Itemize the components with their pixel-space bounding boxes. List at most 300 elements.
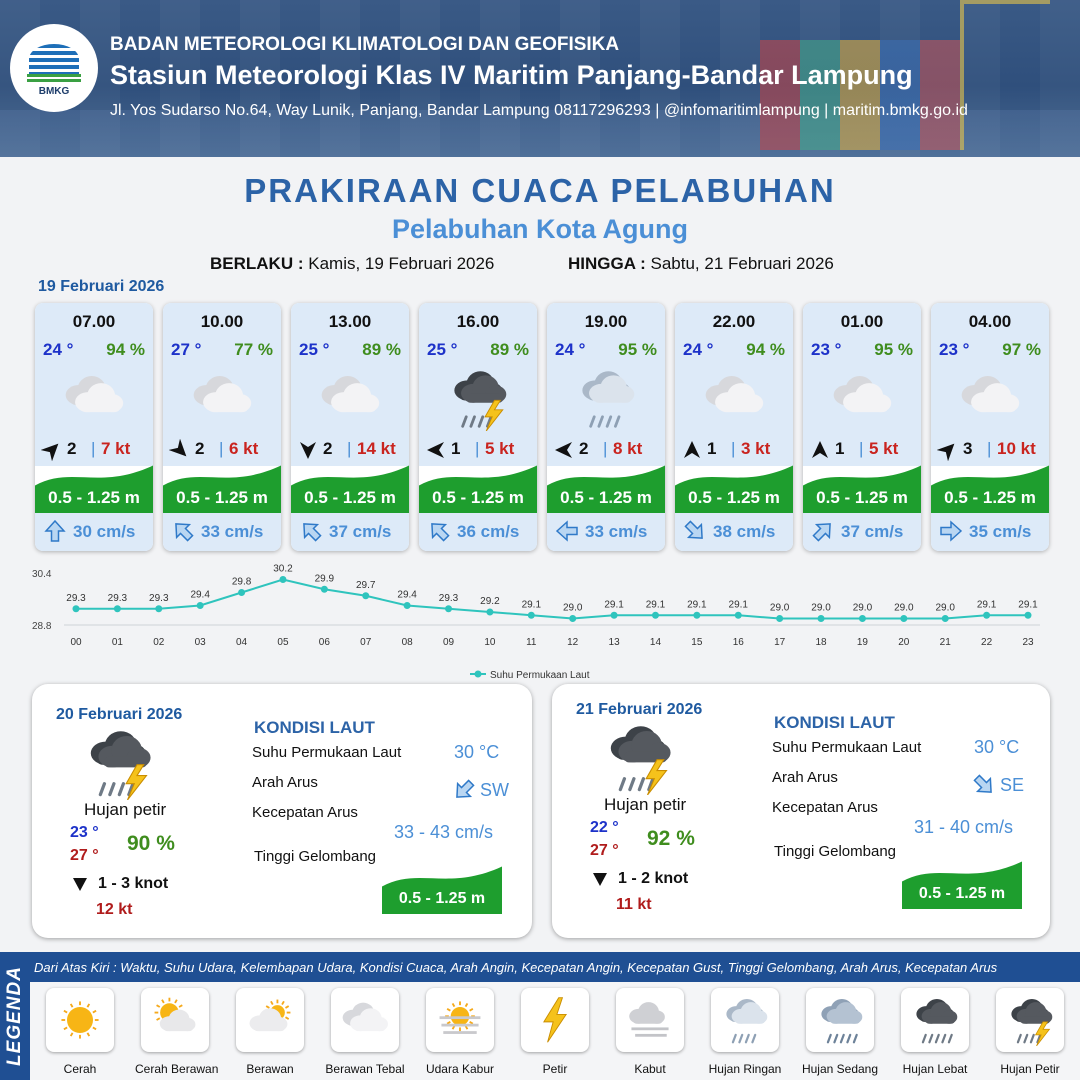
day-date: 20 Februari 2026 bbox=[56, 706, 183, 723]
card-separator: | bbox=[219, 439, 224, 458]
valid-from-label: BERLAKU : bbox=[210, 254, 304, 273]
crane-illustration bbox=[960, 0, 1050, 150]
card-air-temp: 24 ° bbox=[555, 340, 586, 359]
legend-label: Berawan bbox=[246, 1062, 294, 1076]
legend-item bbox=[515, 988, 595, 1076]
card-air-temp: 23 ° bbox=[939, 340, 970, 359]
sst-point bbox=[942, 615, 949, 622]
x-tick-label: 11 bbox=[526, 637, 537, 648]
card-separator: | bbox=[987, 439, 992, 458]
chart-legend-label: Suhu Permukaan Laut bbox=[490, 670, 590, 681]
card-time: 19.00 bbox=[584, 312, 628, 331]
card-current-dir bbox=[683, 519, 707, 543]
card-time: 07.00 bbox=[72, 312, 116, 331]
current-dir-arrow bbox=[452, 778, 476, 807]
hujan-petir-icon bbox=[596, 719, 680, 795]
kondisi-laut-title: KONDISI LAUT bbox=[254, 718, 375, 737]
valid-from-value: Kamis, 19 Februari 2026 bbox=[308, 254, 495, 273]
legend-icon-box bbox=[806, 988, 874, 1052]
card-time: 22.00 bbox=[712, 312, 756, 331]
berawan-tebal-icon bbox=[337, 994, 393, 1046]
sst-point bbox=[735, 612, 742, 619]
card-gust: 8 kt bbox=[613, 439, 643, 458]
chart-legend-marker bbox=[475, 671, 482, 678]
card-humidity: 89 % bbox=[362, 340, 401, 359]
day-weather bbox=[596, 719, 680, 800]
card-current-dir bbox=[43, 519, 67, 543]
sst-data-label: 29.9 bbox=[314, 573, 335, 585]
legend-label: Berawan Tebal bbox=[325, 1062, 405, 1076]
current-direction-icon bbox=[683, 519, 707, 543]
card-current-dir bbox=[555, 519, 579, 543]
sst-point bbox=[155, 605, 162, 612]
hourly-card bbox=[291, 303, 409, 551]
legend-label: Hujan Petir bbox=[1000, 1062, 1060, 1076]
current-direction-icon bbox=[427, 519, 451, 543]
card-wave-height: 0.5 - 1.25 m bbox=[176, 488, 268, 507]
x-tick-label: 10 bbox=[484, 637, 496, 648]
current-dir-label: Arah Arus bbox=[252, 774, 318, 791]
card-wind-speed: 1 bbox=[835, 439, 845, 458]
y-tick-label: 30.4 bbox=[32, 569, 52, 580]
sst-data-label: 29.1 bbox=[645, 599, 666, 611]
legend-label: Udara Kabur bbox=[425, 1062, 495, 1076]
valid-to-label: HINGGA : bbox=[568, 254, 646, 273]
wave-label: Tinggi Gelombang bbox=[774, 843, 897, 860]
legend-label: Hujan Lebat bbox=[902, 1062, 968, 1076]
card-weather bbox=[59, 365, 129, 429]
kabut-icon bbox=[622, 994, 678, 1046]
page-title: PRAKIRAAN CUACA PELABUHAN bbox=[244, 172, 836, 209]
wind-direction-icon bbox=[681, 439, 703, 461]
card-wave-height: 0.5 - 1.25 m bbox=[560, 488, 652, 507]
current-direction-icon bbox=[171, 519, 195, 543]
card-humidity: 95 % bbox=[874, 340, 913, 359]
berawan-tebal-icon bbox=[827, 365, 897, 431]
hujan-petir-icon bbox=[443, 365, 513, 431]
x-tick-label: 06 bbox=[318, 637, 330, 648]
hujan-petir-icon bbox=[76, 724, 160, 800]
card-wind-dir bbox=[937, 439, 959, 461]
current-speed-value: 31 - 40 cm/s bbox=[914, 817, 1014, 837]
berawan-tebal-icon bbox=[315, 365, 385, 431]
card-weather bbox=[955, 365, 1025, 429]
bmkg-logo bbox=[10, 24, 98, 112]
cerah-berawan-icon bbox=[147, 994, 203, 1046]
card-air-temp: 24 ° bbox=[43, 340, 74, 359]
station-address: Jl. Yos Sudarso No.64, Way Lunik, Panjang, Bandar Lampung 08117296293 | @infomaritimlampung | maritim.bmkg.go.id bbox=[110, 102, 968, 119]
header-banner bbox=[0, 0, 1080, 157]
card-wind-dir bbox=[681, 439, 703, 461]
sst-data-label: 29.1 bbox=[1018, 599, 1038, 611]
card-humidity: 94 % bbox=[106, 340, 145, 359]
sst-data-label: 29.8 bbox=[231, 576, 252, 588]
sst-data-label: 29.3 bbox=[107, 592, 128, 604]
legend-item bbox=[135, 988, 219, 1076]
sst-data-label: 29.1 bbox=[976, 599, 997, 611]
sst-data-label: 29.1 bbox=[604, 599, 624, 611]
sst-point bbox=[818, 615, 825, 622]
sst-point bbox=[238, 589, 245, 596]
sst-point bbox=[197, 602, 204, 609]
sst-label: Suhu Permukaan Laut bbox=[772, 739, 922, 756]
card-current-speed: 37 cm/s bbox=[841, 522, 904, 541]
card-current-dir bbox=[811, 519, 835, 543]
card-separator: | bbox=[347, 439, 352, 458]
card-air-temp: 25 ° bbox=[299, 340, 330, 359]
card-wind-speed: 1 bbox=[707, 439, 717, 458]
current-direction-icon bbox=[299, 519, 323, 543]
x-tick-label: 00 bbox=[70, 637, 82, 648]
hujan-ringan-icon bbox=[717, 994, 773, 1046]
day-temp-min: 23 ° bbox=[70, 824, 99, 841]
card-humidity: 89 % bbox=[490, 340, 529, 359]
wind-direction-icon bbox=[553, 439, 575, 461]
card-weather bbox=[827, 365, 897, 429]
current-speed-label: Kecepatan Arus bbox=[252, 804, 358, 821]
x-tick-label: 23 bbox=[1022, 637, 1034, 648]
card-humidity: 77 % bbox=[234, 340, 273, 359]
card-current-speed: 33 cm/s bbox=[585, 522, 648, 541]
day-wave-height: 0.5 - 1.25 m bbox=[918, 885, 1006, 902]
legend-label: Hujan Sedang bbox=[801, 1062, 879, 1076]
card-time: 01.00 bbox=[840, 312, 884, 331]
sst-data-label: 29.0 bbox=[562, 602, 583, 614]
card-air-temp: 24 ° bbox=[683, 340, 714, 359]
x-tick-label: 21 bbox=[939, 637, 951, 648]
current-dir-label: Arah Arus bbox=[772, 769, 838, 786]
legend-icon-box bbox=[711, 988, 779, 1052]
kondisi-laut-title: KONDISI LAUT bbox=[774, 713, 895, 732]
sst-data-label: 29.4 bbox=[190, 589, 210, 601]
current-speed-label: Kecepatan Arus bbox=[772, 799, 878, 816]
wind-direction-icon bbox=[297, 439, 319, 461]
card-wave-height: 0.5 - 1.25 m bbox=[816, 488, 908, 507]
legend-item bbox=[420, 988, 500, 1076]
x-tick-label: 09 bbox=[442, 637, 455, 648]
hourly-card bbox=[163, 303, 281, 551]
current-direction-icon bbox=[43, 519, 67, 543]
sst-point bbox=[114, 605, 121, 612]
card-time: 16.00 bbox=[456, 312, 500, 331]
legend-icon-box bbox=[521, 988, 589, 1052]
card-current-speed: 33 cm/s bbox=[201, 522, 264, 541]
sst-data-label: 29.0 bbox=[894, 602, 914, 614]
legend-label: Hujan Ringan bbox=[708, 1062, 782, 1076]
day-wind-dir bbox=[72, 876, 88, 892]
card-current-dir bbox=[171, 519, 195, 543]
card-separator: | bbox=[91, 439, 96, 458]
udara-kabur-icon bbox=[432, 994, 488, 1046]
sst-data-label: 29.0 bbox=[935, 602, 955, 614]
x-tick-label: 13 bbox=[608, 637, 620, 648]
hourly-card bbox=[419, 303, 537, 551]
current-dir-arrow bbox=[972, 773, 996, 802]
wind-direction-icon bbox=[592, 871, 608, 887]
agency-name: BADAN METEOROLOGI KLIMATOLOGI DAN GEOFISIKA bbox=[110, 34, 620, 55]
legend-icon-box bbox=[141, 988, 209, 1052]
sst-point bbox=[445, 605, 452, 612]
sst-point bbox=[321, 586, 328, 593]
legend-item bbox=[325, 988, 405, 1076]
card-wind-dir bbox=[809, 439, 831, 461]
sst-chart-svg bbox=[30, 562, 1060, 682]
sst-data-label: 29.1 bbox=[521, 599, 542, 611]
legend-description: Dari Atas Kiri : Waktu, Suhu Udara, Kelembapan Udara, Kondisi Cuaca, Arah Angin, Kecepatan Angin, Kecepatan Gust, Tinggi Gelombang, Arah Arus, Kecepatan Arus bbox=[34, 960, 998, 975]
sst-line bbox=[76, 580, 1028, 619]
day-humidity: 90 % bbox=[127, 832, 175, 855]
sst-value: 30 °C bbox=[974, 737, 1020, 757]
legend-item bbox=[800, 988, 880, 1076]
legend-icon-box bbox=[46, 988, 114, 1052]
card-current-speed: 38 cm/s bbox=[713, 522, 776, 541]
sst-data-label: 29.1 bbox=[728, 599, 748, 611]
current-direction-icon bbox=[452, 778, 476, 802]
current-direction-icon bbox=[811, 519, 835, 543]
y-tick-label: 28.8 bbox=[32, 621, 52, 632]
station-name: Stasiun Meteorologi Klas IV Maritim Panjang-Bandar Lampung bbox=[110, 60, 913, 90]
sst-point bbox=[900, 615, 907, 622]
current-direction-icon bbox=[939, 519, 963, 543]
x-tick-label: 03 bbox=[194, 637, 206, 648]
card-wind-speed: 2 bbox=[579, 439, 589, 458]
legend-icon-box bbox=[901, 988, 969, 1052]
sst-point bbox=[279, 576, 286, 583]
x-tick-label: 17 bbox=[774, 637, 786, 648]
card-gust: 5 kt bbox=[485, 439, 515, 458]
card-air-temp: 27 ° bbox=[171, 340, 202, 359]
sst-chart bbox=[30, 562, 1060, 682]
x-tick-label: 04 bbox=[236, 637, 248, 648]
card-wave-height: 0.5 - 1.25 m bbox=[304, 488, 396, 507]
day-temp-min: 22 ° bbox=[590, 819, 619, 836]
valid-from bbox=[210, 254, 494, 274]
legend-label: Petir bbox=[542, 1062, 568, 1076]
card-air-temp: 25 ° bbox=[427, 340, 458, 359]
card-gust: 10 kt bbox=[997, 439, 1036, 458]
legend-icon-box bbox=[996, 988, 1064, 1052]
sst-point bbox=[652, 612, 659, 619]
sst-point bbox=[693, 612, 700, 619]
x-tick-label: 05 bbox=[277, 637, 289, 648]
card-weather bbox=[315, 365, 385, 429]
wave-label: Tinggi Gelombang bbox=[254, 848, 377, 865]
legend-item bbox=[610, 988, 690, 1076]
card-separator: | bbox=[475, 439, 480, 458]
container-stack-illustration bbox=[760, 40, 960, 150]
current-direction-icon bbox=[555, 519, 579, 543]
legend-title: LEGENDA bbox=[4, 966, 25, 1066]
card-separator: | bbox=[859, 439, 864, 458]
card-gust: 7 kt bbox=[101, 439, 131, 458]
day-gust: 11 kt bbox=[616, 896, 652, 913]
card-time: 10.00 bbox=[200, 312, 244, 331]
page-subtitle: Pelabuhan Kota Agung bbox=[392, 214, 688, 244]
sst-data-label: 29.2 bbox=[480, 596, 500, 607]
sst-data-label: 29.3 bbox=[149, 592, 169, 604]
card-wind-dir bbox=[169, 439, 191, 461]
sst-data-label: 29.7 bbox=[356, 579, 376, 591]
sst-data-label: 30.2 bbox=[273, 563, 293, 575]
x-tick-label: 12 bbox=[567, 637, 579, 648]
current-dir-value: SE bbox=[1000, 775, 1025, 795]
day-temp-max: 27 ° bbox=[590, 842, 619, 859]
sst-point bbox=[776, 615, 783, 622]
legend bbox=[0, 952, 1080, 1080]
current-dir-value: SW bbox=[480, 780, 509, 800]
legend-label: Cerah bbox=[63, 1062, 97, 1076]
berawan-icon bbox=[242, 994, 298, 1046]
sst-data-label: 29.0 bbox=[811, 602, 831, 614]
day-wind-speed: 1 - 2 knot bbox=[618, 870, 689, 887]
card-wind-speed: 2 bbox=[323, 439, 333, 458]
wind-direction-icon bbox=[169, 439, 191, 461]
sst-point bbox=[73, 605, 80, 612]
card-weather bbox=[187, 365, 257, 429]
legend-item bbox=[40, 988, 120, 1076]
card-current-speed: 30 cm/s bbox=[73, 522, 136, 541]
sst-data-label: 29.4 bbox=[397, 589, 417, 601]
logo-text: BMKG bbox=[38, 85, 70, 97]
legend-item bbox=[990, 988, 1070, 1076]
card-wave-height: 0.5 - 1.25 m bbox=[48, 488, 140, 507]
sst-point bbox=[404, 602, 411, 609]
x-tick-label: 19 bbox=[856, 637, 868, 648]
x-tick-label: 14 bbox=[649, 637, 662, 648]
card-wind-speed: 1 bbox=[451, 439, 461, 458]
x-tick-label: 08 bbox=[401, 637, 413, 648]
sst-point bbox=[859, 615, 866, 622]
card-time: 13.00 bbox=[328, 312, 372, 331]
card-wind-dir bbox=[297, 439, 319, 461]
day-weather bbox=[76, 724, 160, 805]
day-date: 21 Februari 2026 bbox=[576, 701, 703, 718]
legend-item bbox=[230, 988, 310, 1076]
card-current-dir bbox=[299, 519, 323, 543]
card-separator: | bbox=[603, 439, 608, 458]
day-wind-dir bbox=[592, 871, 608, 887]
hourly-card bbox=[547, 303, 665, 551]
berawan-tebal-icon bbox=[59, 365, 129, 431]
card-humidity: 95 % bbox=[618, 340, 657, 359]
hujan-petir-icon bbox=[1002, 994, 1058, 1046]
x-tick-label: 15 bbox=[691, 637, 703, 648]
card-wave-height: 0.5 - 1.25 m bbox=[944, 488, 1036, 507]
sst-data-label: 29.0 bbox=[852, 602, 873, 614]
card-wind-speed: 2 bbox=[67, 439, 77, 458]
card-wave-height: 0.5 - 1.25 m bbox=[688, 488, 780, 507]
day-condition: Hujan petir bbox=[604, 795, 687, 814]
sst-point bbox=[611, 612, 618, 619]
berawan-tebal-icon bbox=[187, 365, 257, 431]
card-wind-dir bbox=[553, 439, 575, 461]
day-temp-max: 27 ° bbox=[70, 847, 99, 864]
day-panel bbox=[552, 684, 1050, 938]
x-tick-label: 20 bbox=[898, 637, 910, 648]
wind-direction-icon bbox=[809, 439, 831, 461]
hourly-card bbox=[675, 303, 793, 551]
sst-data-label: 29.1 bbox=[687, 599, 707, 611]
card-gust: 14 kt bbox=[357, 439, 396, 458]
sst-point bbox=[528, 612, 535, 619]
wind-direction-icon bbox=[72, 876, 88, 892]
legend-icon-box bbox=[426, 988, 494, 1052]
card-humidity: 97 % bbox=[1002, 340, 1041, 359]
legend-icon-box bbox=[236, 988, 304, 1052]
card-gust: 3 kt bbox=[741, 439, 771, 458]
legend-item bbox=[705, 988, 785, 1076]
card-weather bbox=[571, 365, 641, 429]
card-current-speed: 37 cm/s bbox=[329, 522, 392, 541]
sst-data-label: 29.3 bbox=[438, 592, 459, 604]
card-weather bbox=[443, 365, 513, 429]
valid-to bbox=[568, 254, 834, 274]
sst-point bbox=[569, 615, 576, 622]
sst-data-label: 29.3 bbox=[66, 592, 86, 604]
sst-label: Suhu Permukaan Laut bbox=[252, 744, 402, 761]
card-current-speed: 35 cm/s bbox=[969, 522, 1032, 541]
x-tick-label: 02 bbox=[153, 637, 165, 648]
wind-direction-icon bbox=[41, 439, 63, 461]
petir-icon bbox=[527, 994, 583, 1046]
day1-date: 19 Februari 2026 bbox=[38, 278, 165, 295]
current-direction-icon bbox=[972, 773, 996, 797]
day-panel bbox=[32, 684, 532, 938]
day-humidity: 92 % bbox=[647, 827, 695, 850]
day-wind-speed: 1 - 3 knot bbox=[98, 875, 169, 892]
card-separator: | bbox=[731, 439, 736, 458]
legend-label: Kabut bbox=[634, 1062, 666, 1076]
berawan-tebal-icon bbox=[955, 365, 1025, 431]
legend-icon-box bbox=[616, 988, 684, 1052]
sst-data-label: 29.0 bbox=[769, 602, 790, 614]
sst-point bbox=[1025, 612, 1032, 619]
card-wind-dir bbox=[41, 439, 63, 461]
hourly-card bbox=[803, 303, 921, 551]
hujan-ringan-icon bbox=[571, 365, 641, 431]
card-time: 04.00 bbox=[968, 312, 1012, 331]
wind-direction-icon bbox=[937, 439, 959, 461]
hujan-lebat-icon bbox=[907, 994, 963, 1046]
card-current-dir bbox=[939, 519, 963, 543]
card-gust: 5 kt bbox=[869, 439, 899, 458]
x-tick-label: 16 bbox=[732, 637, 744, 648]
card-wind-dir bbox=[425, 439, 447, 461]
sst-point bbox=[486, 609, 493, 616]
sst-point bbox=[983, 612, 990, 619]
sst-value: 30 °C bbox=[454, 742, 500, 762]
legend-item bbox=[895, 988, 975, 1076]
card-current-dir bbox=[427, 519, 451, 543]
day-gust: 12 kt bbox=[96, 901, 133, 918]
card-wind-speed: 3 bbox=[963, 439, 973, 458]
sst-point bbox=[362, 592, 369, 599]
card-current-speed: 36 cm/s bbox=[457, 522, 520, 541]
day-wave-height: 0.5 - 1.25 m bbox=[398, 890, 486, 907]
cerah-icon bbox=[52, 994, 108, 1046]
current-speed-value: 33 - 43 cm/s bbox=[394, 822, 494, 842]
card-humidity: 94 % bbox=[746, 340, 785, 359]
card-weather bbox=[699, 365, 769, 429]
legend-icon-box bbox=[331, 988, 399, 1052]
card-gust: 6 kt bbox=[229, 439, 259, 458]
card-wave-height: 0.5 - 1.25 m bbox=[432, 488, 524, 507]
day-condition: Hujan petir bbox=[84, 800, 167, 819]
x-tick-label: 01 bbox=[111, 637, 123, 648]
x-tick-label: 22 bbox=[981, 637, 993, 648]
hourly-card bbox=[35, 303, 153, 551]
valid-to-value: Sabtu, 21 Februari 2026 bbox=[650, 254, 834, 273]
